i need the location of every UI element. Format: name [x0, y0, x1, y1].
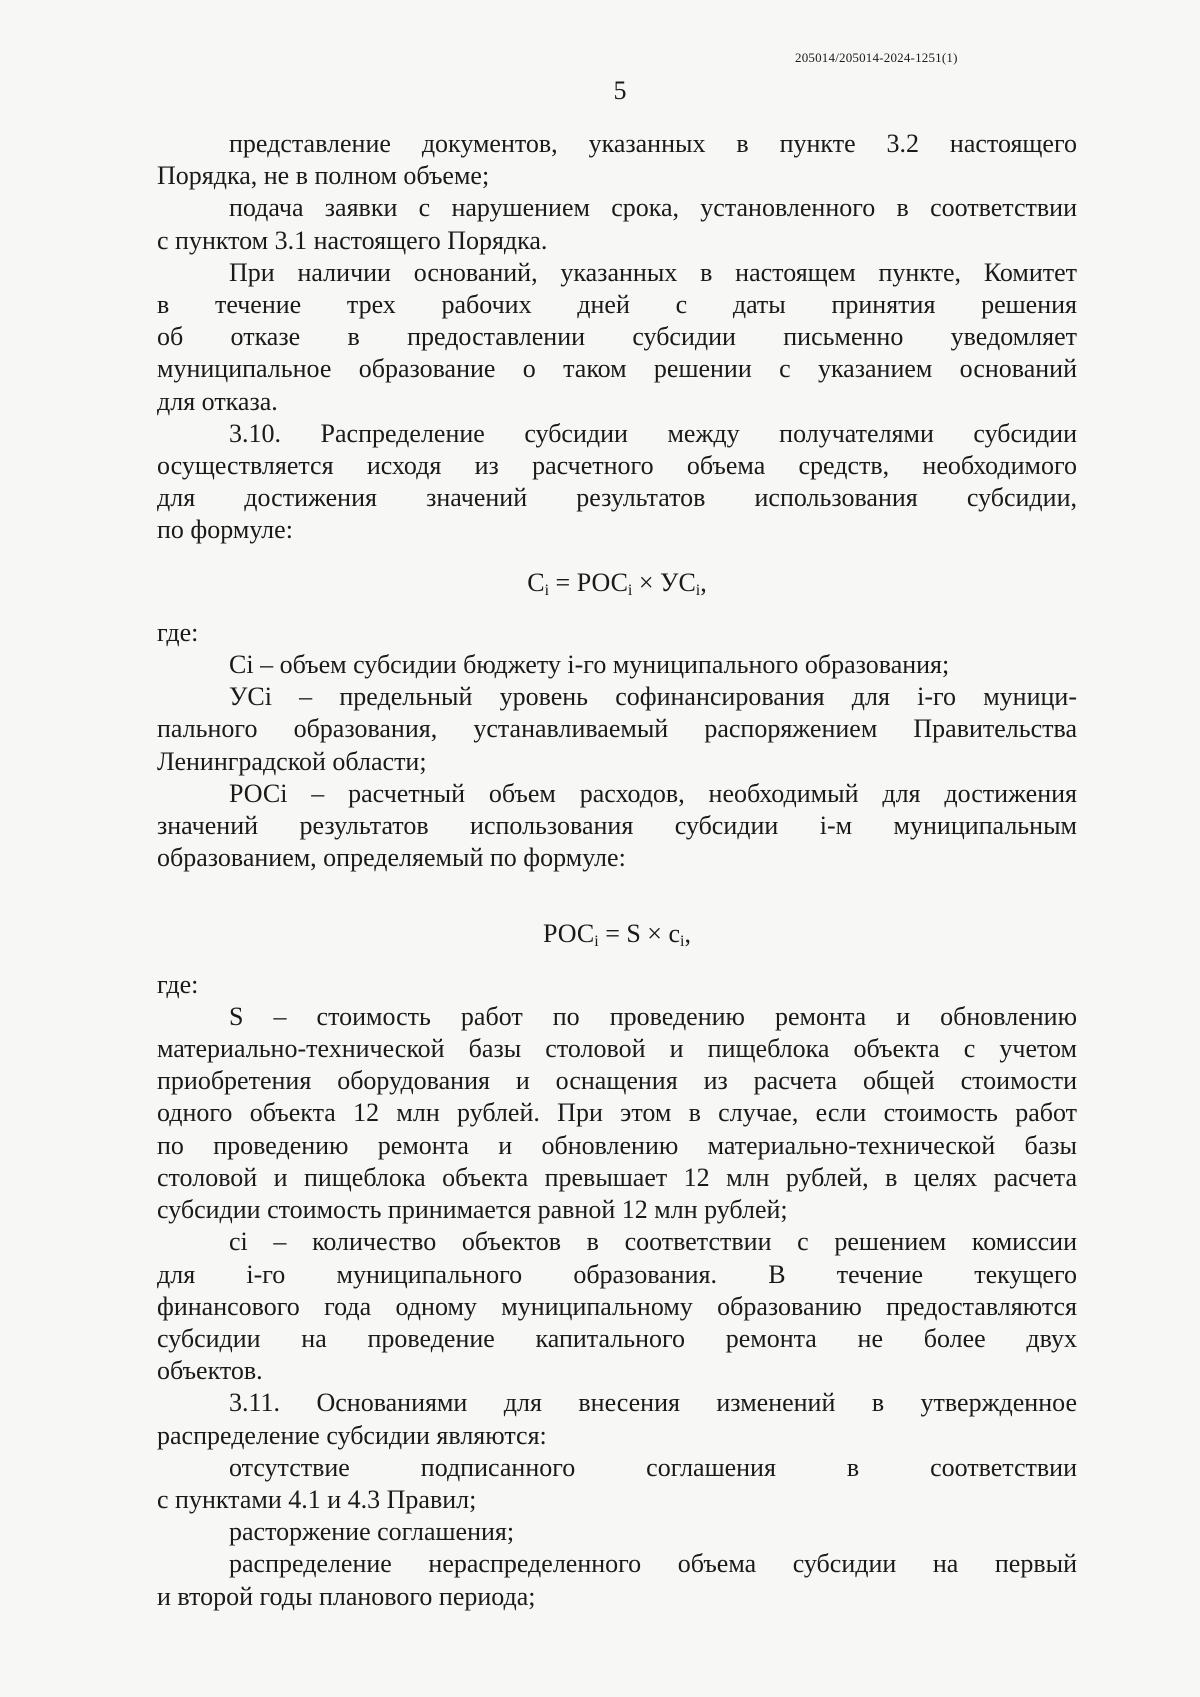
paragraph-late-application	[157, 192, 1077, 256]
text-line: для отказа.	[157, 386, 278, 416]
text-line: значений результатов использования субсидии i-м муниципальным	[157, 811, 1077, 841]
text-line: 3.10. Распределение субсидии между получателями субсидии	[229, 418, 1077, 448]
where-label-2: где:	[157, 969, 199, 999]
definition-s	[157, 1001, 1077, 1226]
text-line: для достижения значений результатов использования субсидии,	[157, 483, 1077, 513]
paragraph-incomplete-documents	[157, 128, 1077, 192]
definition-ci-count	[157, 1226, 1077, 1387]
text-line: с пунктами 4.1 и 4.3 Правил;	[157, 1484, 477, 1514]
text-line: образованием, определяемый по формуле:	[157, 843, 626, 873]
text-line: РОСi – расчетный объем расходов, необходимый для достижения	[229, 778, 1077, 808]
formula-expenses: $РОС_i = S \times c_i$,	[543, 919, 691, 951]
text-line: субсидии на проведение капитального ремонта не более двух	[157, 1323, 1077, 1353]
text-line: Ci – объем субсидии бюджету i-го муниципального образования;	[229, 650, 950, 680]
text-line: и второй годы планового периода;	[157, 1581, 536, 1611]
definition-posi	[157, 778, 1077, 875]
ground-termination	[157, 1516, 1077, 1548]
text-line: представление документов, указанных в пункте 3.2 настоящего	[229, 129, 1077, 158]
text-line: S – стоимость работ по проведению ремонта и обновлению	[229, 1001, 1077, 1031]
text-line: осуществляется исходя из расчетного объема средств, необходимого	[157, 451, 1077, 481]
text-line: 3.11. Основаниями для внесения изменений в утвержденное	[229, 1388, 1077, 1418]
text-line: по формуле:	[157, 515, 293, 545]
definition-usi	[157, 681, 1077, 778]
text-line: пального образования, устанавливаемый распоряжением Правительства	[157, 714, 1077, 744]
text-line: распределение субсидии являются:	[157, 1420, 547, 1450]
page-number: 5	[613, 76, 627, 105]
text-line: в течение трех рабочих дней с даты принятия решения	[157, 290, 1077, 320]
text-line: финансового года одному муниципальному образованию предоставляются	[157, 1291, 1077, 1321]
document-body	[157, 128, 1077, 1613]
text-line: расторжение соглашения;	[229, 1517, 515, 1547]
definition-ci	[157, 649, 1077, 681]
text-line: субсидии стоимость принимается равной 12 млн рублей;	[157, 1195, 788, 1225]
text-line: столовой и пищеблока объекта превышает 12 млн рублей, в целях расчета	[157, 1162, 1077, 1192]
text-line: материально-технической базы столовой и пищеблока объекта с учетом	[157, 1034, 1077, 1064]
text-line: с пунктом 3.1 настоящего Порядка.	[157, 225, 548, 255]
text-line: УСi – предельный уровень софинансирования для i-го муници-	[229, 682, 1077, 712]
text-line: Порядка, не в полном объеме;	[157, 161, 490, 191]
ground-no-agreement	[157, 1452, 1077, 1516]
text-line: распределение нераспределенного объема субсидии на первый	[229, 1549, 1077, 1579]
text-line: по проведению ремонта и обновлению материально-технической базы	[157, 1130, 1077, 1160]
text-line: Ленинградской области;	[157, 746, 427, 776]
text-line: приобретения оборудования и оснащения из расчета общей стоимости	[157, 1066, 1077, 1096]
text-line: ci – количество объектов в соответствии с решением комиссии	[229, 1227, 1077, 1257]
text-line: об отказе в предоставлении субсидии письменно уведомляет	[157, 322, 1077, 352]
paragraph-3-10-distribution	[157, 418, 1077, 547]
text-line: одного объекта 12 млн рублей. При этом в случае, если стоимость работ	[157, 1098, 1077, 1128]
text-line: муниципальное образование о таком решении с указанием оснований	[157, 354, 1077, 384]
text-line: для i-го муниципального образования. В течение текущего	[157, 1259, 1077, 1289]
document-id: 205014/205014-2024-1251(1)	[795, 50, 958, 65]
where-label-1: где:	[157, 617, 199, 647]
ground-undistributed	[157, 1548, 1077, 1612]
paragraph-3-11-grounds	[157, 1387, 1077, 1451]
text-line: отсутствие подписанного соглашения в соответствии	[229, 1452, 1077, 1482]
text-line: При наличии оснований, указанных в настоящем пункте, Комитет	[229, 257, 1077, 287]
paragraph-refusal-notice	[157, 257, 1077, 418]
text-line: объектов.	[157, 1356, 263, 1386]
text-line: подача заявки с нарушением срока, установленного в соответствии	[229, 193, 1077, 223]
formula-subsidy: $C_i = РОС_i \times УС_i$,	[527, 567, 707, 599]
